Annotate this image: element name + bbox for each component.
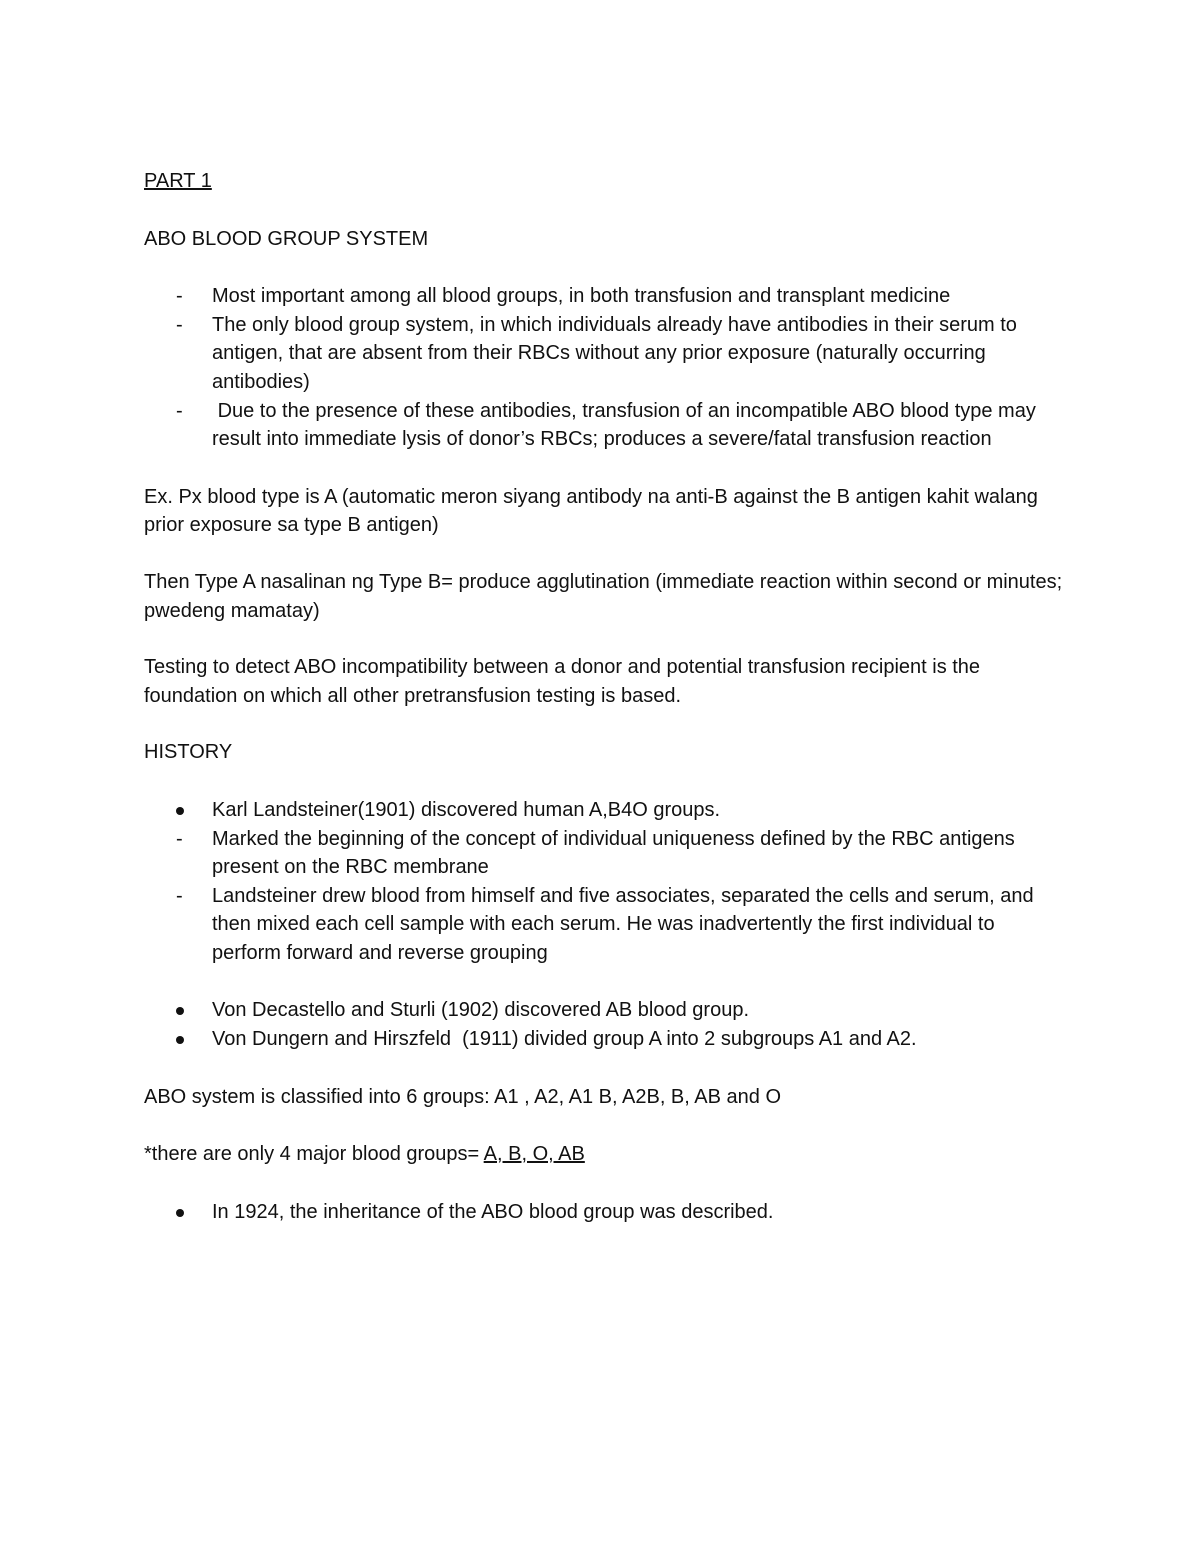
list-item bbox=[144, 996, 1064, 1025]
list-item bbox=[144, 882, 1064, 968]
list-item-text: Von Dungern and Hirszfeld (1911) divided group A into 2 subgroups A1 and A2. bbox=[212, 1028, 917, 1051]
history-subpoints-list bbox=[144, 825, 1064, 968]
major-groups-list: A, B, O, AB bbox=[483, 1143, 585, 1166]
list-item bbox=[144, 825, 1064, 882]
then-paragraph: Then Type A nasalinan ng Type B= produce agglutination (immediate reaction within second or minutes; pwedeng mamatay) bbox=[144, 570, 1063, 622]
spacer bbox=[144, 454, 1064, 483]
list-item-text: Due to the presence of these antibodies, transfusion of an incompatible ABO blood type may result into immediate lysis of donor’s RBCs; produces a severe/fatal transfusion reaction bbox=[212, 399, 1042, 451]
spacer bbox=[144, 967, 1064, 996]
bullet-icon bbox=[176, 807, 184, 815]
history-more-list bbox=[144, 996, 1064, 1053]
document-page bbox=[144, 167, 1064, 1226]
spacer bbox=[144, 253, 1064, 282]
spacer bbox=[144, 767, 1064, 796]
dash-bullet: - bbox=[176, 827, 183, 850]
example-paragraph: Ex. Px blood type is A (automatic meron siyang antibody na anti-B against the B antigen kahit walang prior exposure sa type B antigen) bbox=[144, 485, 1038, 537]
list-item bbox=[144, 796, 1064, 825]
list-item-text: Marked the beginning of the concept of individual uniqueness defined by the RBC antigens present on the RBC membrane bbox=[212, 827, 1015, 879]
inheritance-list bbox=[144, 1198, 1064, 1227]
major-groups-prefix: *there are only 4 major blood groups= bbox=[144, 1143, 484, 1166]
classification-paragraph: ABO system is classified into 6 groups: A1 , A2, A1 B, A2B, B, AB and O bbox=[144, 1085, 782, 1108]
dash-bullet: - bbox=[176, 313, 183, 336]
spacer bbox=[144, 540, 1064, 568]
dash-bullet: - bbox=[176, 285, 183, 308]
list-item-text: Von Decastello and Sturli (1902) discovered AB blood group. bbox=[212, 999, 750, 1022]
list-item bbox=[144, 1025, 1064, 1054]
part-heading: PART 1 bbox=[144, 170, 212, 192]
history-main-list bbox=[144, 796, 1064, 825]
dash-bullet: - bbox=[176, 884, 183, 907]
spacer bbox=[144, 196, 1064, 225]
list-item bbox=[144, 397, 1064, 454]
spacer bbox=[144, 1169, 1064, 1198]
spacer bbox=[144, 1054, 1064, 1083]
testing-paragraph: Testing to detect ABO incompatibility between a donor and potential transfusion recipient is the foundation on which all other pretransfusion testing is based. bbox=[144, 656, 981, 707]
list-item-text: In 1924, the inheritance of the ABO blood group was described. bbox=[212, 1200, 774, 1223]
list-item bbox=[144, 282, 1064, 311]
list-item bbox=[144, 1198, 1064, 1227]
list-item bbox=[144, 311, 1064, 397]
list-item-text: The only blood group system, in which individuals already have antibodies in their serum to antigen, that are absent from their RBCs without any prior exposure (naturally occurring antibodies) bbox=[212, 313, 1017, 393]
dash-bullet: - bbox=[176, 399, 183, 422]
bullet-icon bbox=[176, 1007, 184, 1015]
major-groups-paragraph bbox=[144, 1140, 1064, 1169]
list-item-text: Karl Landsteiner(1901) discovered human A,B4O groups. bbox=[212, 798, 721, 821]
list-item-text: Most important among all blood groups, in both transfusion and transplant medicine bbox=[212, 285, 951, 308]
history-title: HISTORY bbox=[144, 741, 233, 764]
spacer bbox=[144, 625, 1064, 653]
section-title: ABO BLOOD GROUP SYSTEM bbox=[144, 227, 429, 250]
list-item-text: Landsteiner drew blood from himself and five associates, separated the cells and serum, and then mixed each cell sample with each serum. He was inadvertently the first individual to perform forward and reverse grouping bbox=[212, 884, 1034, 964]
spacer bbox=[144, 1111, 1064, 1140]
spacer bbox=[144, 710, 1064, 738]
bullet-icon bbox=[176, 1036, 184, 1044]
bullet-icon bbox=[176, 1209, 184, 1217]
abo-points-list bbox=[144, 282, 1064, 454]
